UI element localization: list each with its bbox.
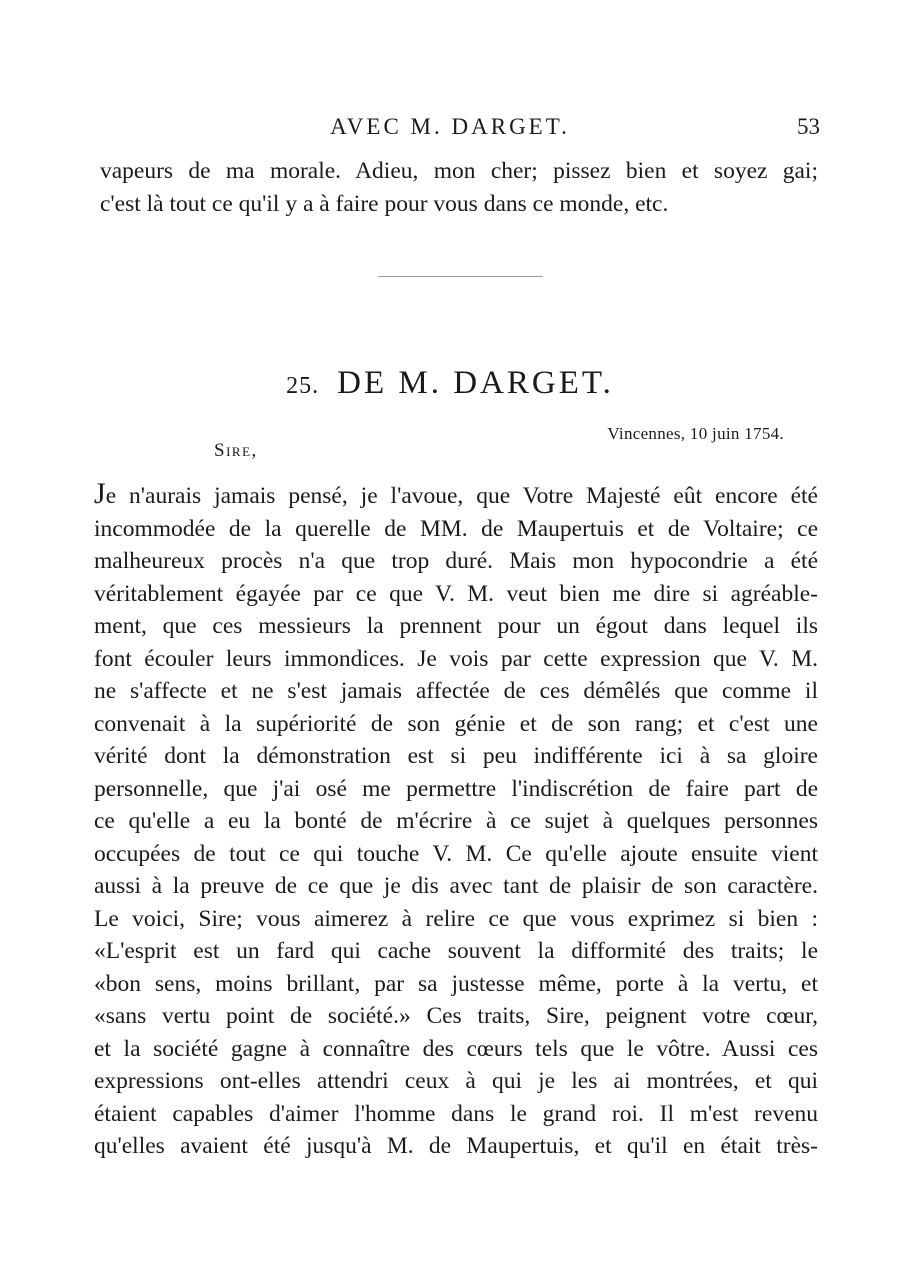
section-separator — [378, 276, 543, 277]
text-line: ment, que ces messieurs la prennent pour un égout dans lequel ils — [94, 613, 818, 639]
text-line: malheureux procès n'a que trop duré. Mais mon hypocondrie a été — [94, 548, 818, 574]
text-line: Le voici, Sire; vous aimerez à relire ce que vous exprimez si bien : — [94, 905, 818, 932]
text-line: c'est là tout ce qu'il y a à faire pour vous dans ce monde, etc. — [100, 190, 669, 217]
text-line: incommodée de la querelle de MM. de Maupertuis et de Voltaire; ce — [94, 515, 818, 542]
text-line: ne s'affecte et ne s'est jamais affectée de ces démêlés que comme il — [94, 678, 818, 704]
running-title: AVEC M. DARGET. — [330, 114, 570, 139]
page-number: 53 — [797, 114, 820, 139]
running-head — [0, 112, 900, 142]
letter-body — [94, 478, 818, 1163]
text-line: véritablement égayée par ce que V. M. veut bien me dire si agréable- — [94, 580, 818, 607]
text-line: qu'elles avaient été jusqu'à M. de Maupertuis, et qu'il en était très- — [94, 1133, 818, 1159]
letter-heading — [0, 365, 900, 402]
salutation: Sire, — [214, 440, 258, 461]
first-line-text: e n'aurais jamais pensé, je l'avoue, que Votre Majesté eût encore été — [105, 483, 818, 509]
text-line: et la société gagne à connaître des cœurs tels que le vôtre. Aussi ces — [94, 1035, 818, 1062]
letter-title: DE M. DARGET. — [337, 365, 614, 401]
text-line: «L'esprit est un fard qui cache souvent la difformité des traits; le — [94, 938, 818, 964]
text-line: ce qu'elle a eu la bonté de m'écrire à ce sujet à quelques personnes — [94, 808, 818, 834]
text-line-first — [94, 478, 818, 513]
text-line: personnelle, que j'ai osé me permettre l'indiscrétion de faire part de — [94, 775, 818, 802]
text-line: convenait à la supériorité de son génie et de son rang; et c'est une — [94, 710, 818, 737]
letter-number: 25. — [286, 373, 320, 399]
text-line: font écouler leurs immondices. Je vois par cette expression que V. M. — [94, 645, 818, 672]
previous-letter-ending — [100, 155, 818, 220]
text-line: étaient capables d'aimer l'homme dans le grand roi. Il m'est revenu — [94, 1100, 818, 1127]
text-line: aussi à la preuve de ce que je dis avec tant de plaisir de son caractère. — [94, 873, 818, 899]
drop-cap: J — [94, 477, 106, 510]
text-line: «sans vertu point de société.» Ces traits, Sire, peignent votre cœur, — [94, 1003, 818, 1029]
text-line: vérité dont la démonstration est si peu indifférente ici à sa gloire — [94, 743, 818, 769]
dateline: Vincennes, 10 juin 1754. — [607, 424, 784, 443]
text-line: «bon sens, moins brillant, par sa justesse même, porte à la vertu, et — [94, 970, 818, 997]
text-line: vapeurs de ma morale. Adieu, mon cher; pissez bien et soyez gai; — [100, 158, 818, 184]
text-line: occupées de tout ce qui touche V. M. Ce qu'elle ajoute ensuite vient — [94, 840, 818, 867]
text-line: expressions ont-elles attendri ceux à qui je les ai montrées, et qui — [94, 1068, 818, 1094]
